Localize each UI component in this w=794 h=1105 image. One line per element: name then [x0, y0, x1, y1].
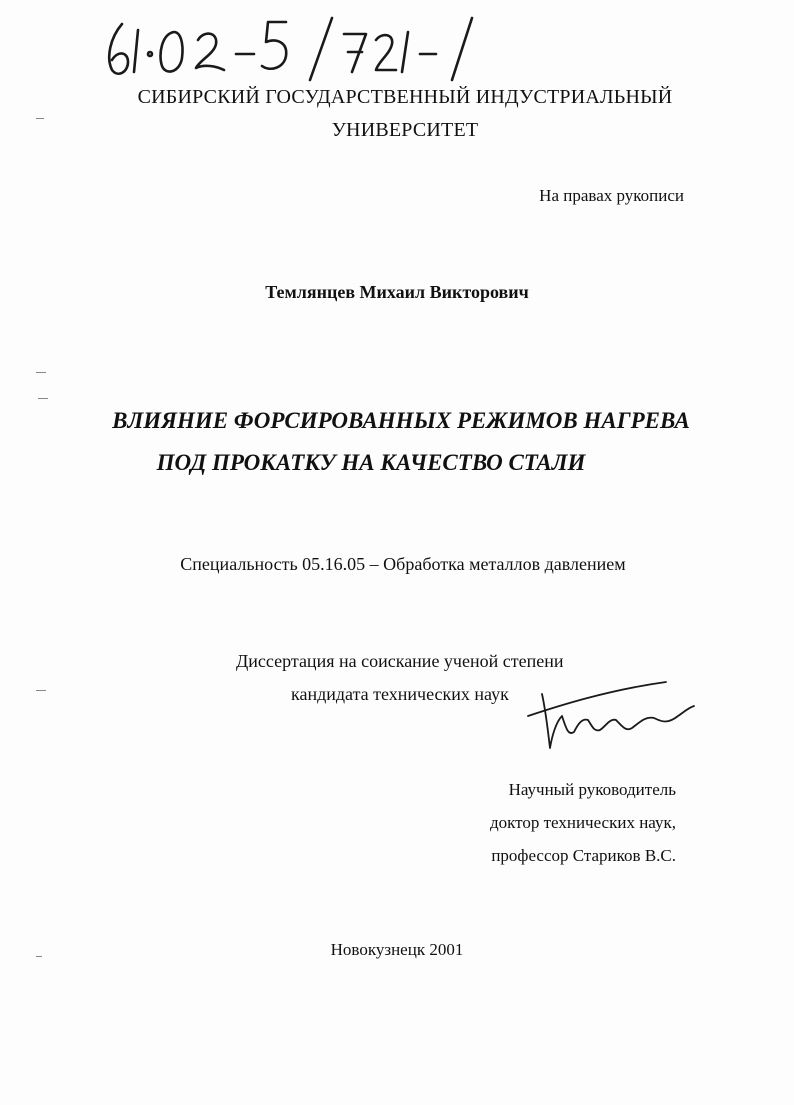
author-name: Темлянцев Михаил Викторович	[265, 282, 529, 302]
thesis-title-line1: ВЛИЯНИЕ ФОРСИРОВАННЫХ РЕЖИМОВ НАГРЕВА	[112, 408, 690, 433]
scan-margin-mark	[36, 956, 42, 957]
dissertation-degree-line2: кандидата технических наук	[291, 684, 509, 704]
scan-margin-mark	[36, 372, 46, 373]
thesis-title-line2: ПОД ПРОКАТКУ НА КАЧЕСТВО СТАЛИ	[156, 450, 586, 475]
scan-margin-mark	[36, 690, 46, 691]
specialty: Специальность 05.16.05 – Обработка металлов давлением	[180, 554, 626, 574]
university-name-line2: УНИВЕРСИТЕТ	[331, 119, 479, 141]
dissertation-degree-line1: Диссертация на соискание ученой степени	[236, 651, 564, 671]
supervisor-name: профессор Стариков В.С.	[491, 846, 676, 865]
handwritten-catalog-number	[100, 10, 530, 90]
university-name-line1: СИБИРСКИЙ ГОСУДАРСТВЕННЫЙ ИНДУСТРИАЛЬНЫЙ	[137, 86, 673, 108]
city-and-year: Новокузнецк 2001	[330, 940, 464, 959]
supervisor-degree: доктор технических наук,	[489, 813, 676, 832]
handwritten-signature	[518, 676, 698, 756]
scan-margin-mark	[36, 118, 44, 119]
manuscript-rights-note: На правах рукописи	[539, 186, 684, 205]
supervisor-role: Научный руководитель	[508, 780, 676, 799]
scan-margin-mark	[38, 398, 48, 399]
